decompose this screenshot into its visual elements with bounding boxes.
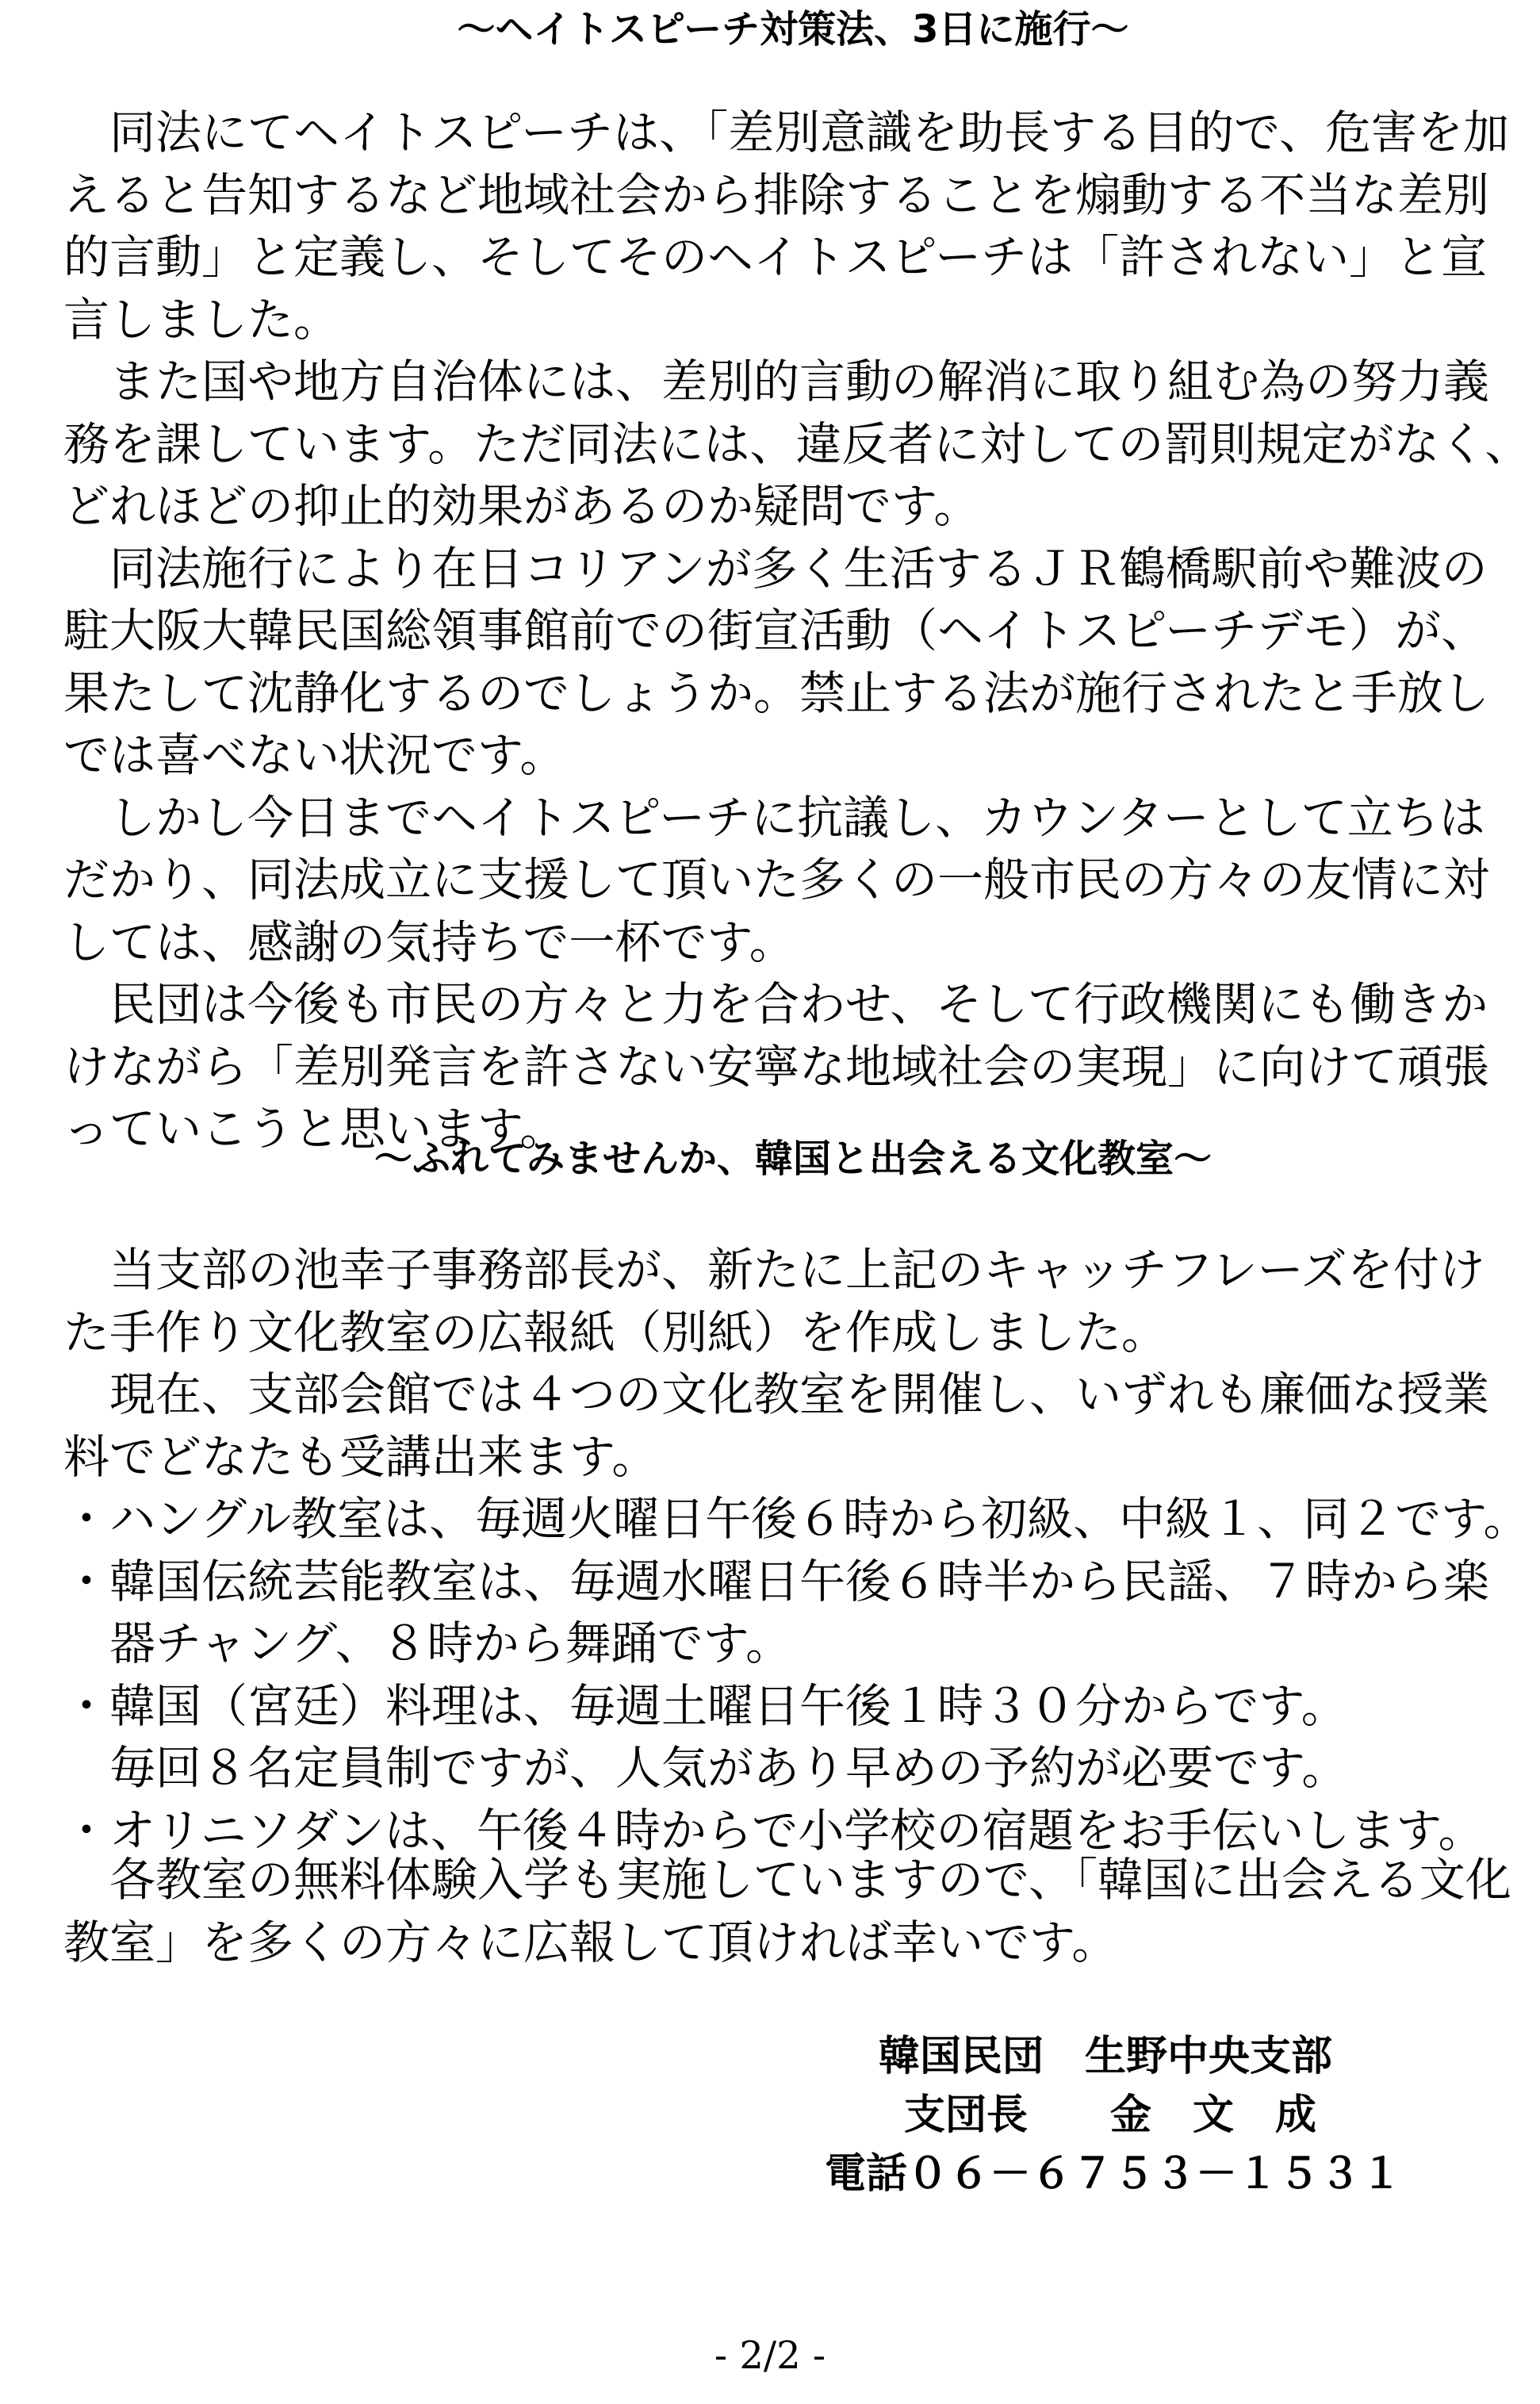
bullet-item-hangul-class: ・ハングル教室は、毎週火曜日午後６時から初級、中級１、同２です。 xyxy=(63,1492,1530,1546)
body-line: た手作り文化教室の広報紙（別紙）を作成しました。 xyxy=(63,1305,1168,1359)
body-line: しては、感謝の気持ちで一杯です。 xyxy=(63,914,795,969)
bullet-item-orini-sodan: ・オリニソダンは、午後４時からで小学校の宿題をお手伝いします。 xyxy=(63,1803,1484,1858)
body-line: 的言動」と定義し、そしてそのヘイトスピーチは「許されない」と宣 xyxy=(63,230,1488,284)
body-line: どれほどの抑止的効果があるのか疑問です。 xyxy=(63,479,980,533)
body-line: 果たして沈静化するのでしょうか。禁止する法が施行されたと手放し xyxy=(63,665,1490,720)
signature-block xyxy=(825,2027,1523,2203)
body-line: 言しました。 xyxy=(63,292,340,347)
body-line: 民団は今後も市民の方々と力を合わせ、そして行政機関にも働きか xyxy=(63,977,1488,1031)
body-line: 現在、支部会館では４つの文化教室を開催し、いずれも廉価な授業 xyxy=(63,1367,1490,1421)
body-line: 駐大阪大韓民国総領事館前での街宣活動（ヘイトスピーチデモ）が、 xyxy=(63,604,1488,658)
body-line: っていこうと思います。 xyxy=(63,1102,566,1156)
body-line: 当支部の池幸子事務部長が、新たに上記のキャッチフレーズを付け xyxy=(63,1243,1485,1297)
body-line: 料でどなたも受講出来ます。 xyxy=(63,1429,658,1484)
page-number: - 2/2 - xyxy=(714,2333,826,2378)
signature-organization: 韓国民団 生野中央支部 xyxy=(879,2033,1333,2080)
body-line: えると告知するなど地域社会から排除することを煽動する不当な差別 xyxy=(63,167,1490,222)
body-line: 教室」を多くの方々に広報して頂ければ幸いです。 xyxy=(63,1915,1118,1969)
section-body-culture-classes xyxy=(63,1239,1530,1861)
bullet-item-court-cuisine-class: ・韓国（宮廷）料理は、毎週土曜日午後１時３０分からです。 xyxy=(63,1678,1347,1733)
bullet-item-continuation: 器チャング、８時から舞踊です。 xyxy=(109,1616,792,1670)
signature-title-name: 支団長 金 文 成 xyxy=(904,2092,1317,2139)
signature-phone: 電話０６－６７５３－１５３１ xyxy=(825,2150,1403,2198)
body-line: また国や地方自治体には、差別的言動の解消に取り組む為の努力義 xyxy=(63,355,1490,408)
bullet-item-continuation: 毎回８名定員制ですが、人気があり早めの予約が必要です。 xyxy=(109,1741,1348,1795)
body-line: 務を課しています。ただ同法には、違反者に対しての罰則規定がなく、 xyxy=(63,416,1531,471)
section-body-hate-speech-law xyxy=(63,102,1531,1160)
body-line: 同法施行により在日コリアンが多く生活するＪＲ鶴橋駅前や難波の xyxy=(63,541,1488,596)
body-line: 各教室の無料体験入学も実施していますので、「韓国に出会える文化 xyxy=(63,1853,1511,1907)
body-line: では喜べない状況です。 xyxy=(63,728,566,782)
body-line: しかし今日までヘイトスピーチに抗議し、カウンターとして立ちは xyxy=(63,790,1485,845)
bullet-item-traditional-arts-class: ・韓国伝統芸能教室は、毎週水曜日午後６時半から民謡、７時から楽 xyxy=(63,1554,1490,1608)
body-line: けながら「差別発言を許さない安寧な地域社会の実現」に向けて頑張 xyxy=(63,1039,1490,1094)
section-heading-culture-classes: ～ふれてみませんか、韓国と出会える文化教室～ xyxy=(374,1137,1212,1181)
section-heading-hate-speech-law: ～ヘイトスピーチ対策法、3日に施行～ xyxy=(457,7,1129,52)
body-line: だかり、同法成立に支援して頂いた多くの一般市民の方々の友情に対 xyxy=(63,853,1490,907)
body-line: 同法にてヘイトスピーチは、「差別意識を助長する目的で、危害を加 xyxy=(63,105,1509,159)
section-closing-paragraph xyxy=(63,1849,1523,1973)
